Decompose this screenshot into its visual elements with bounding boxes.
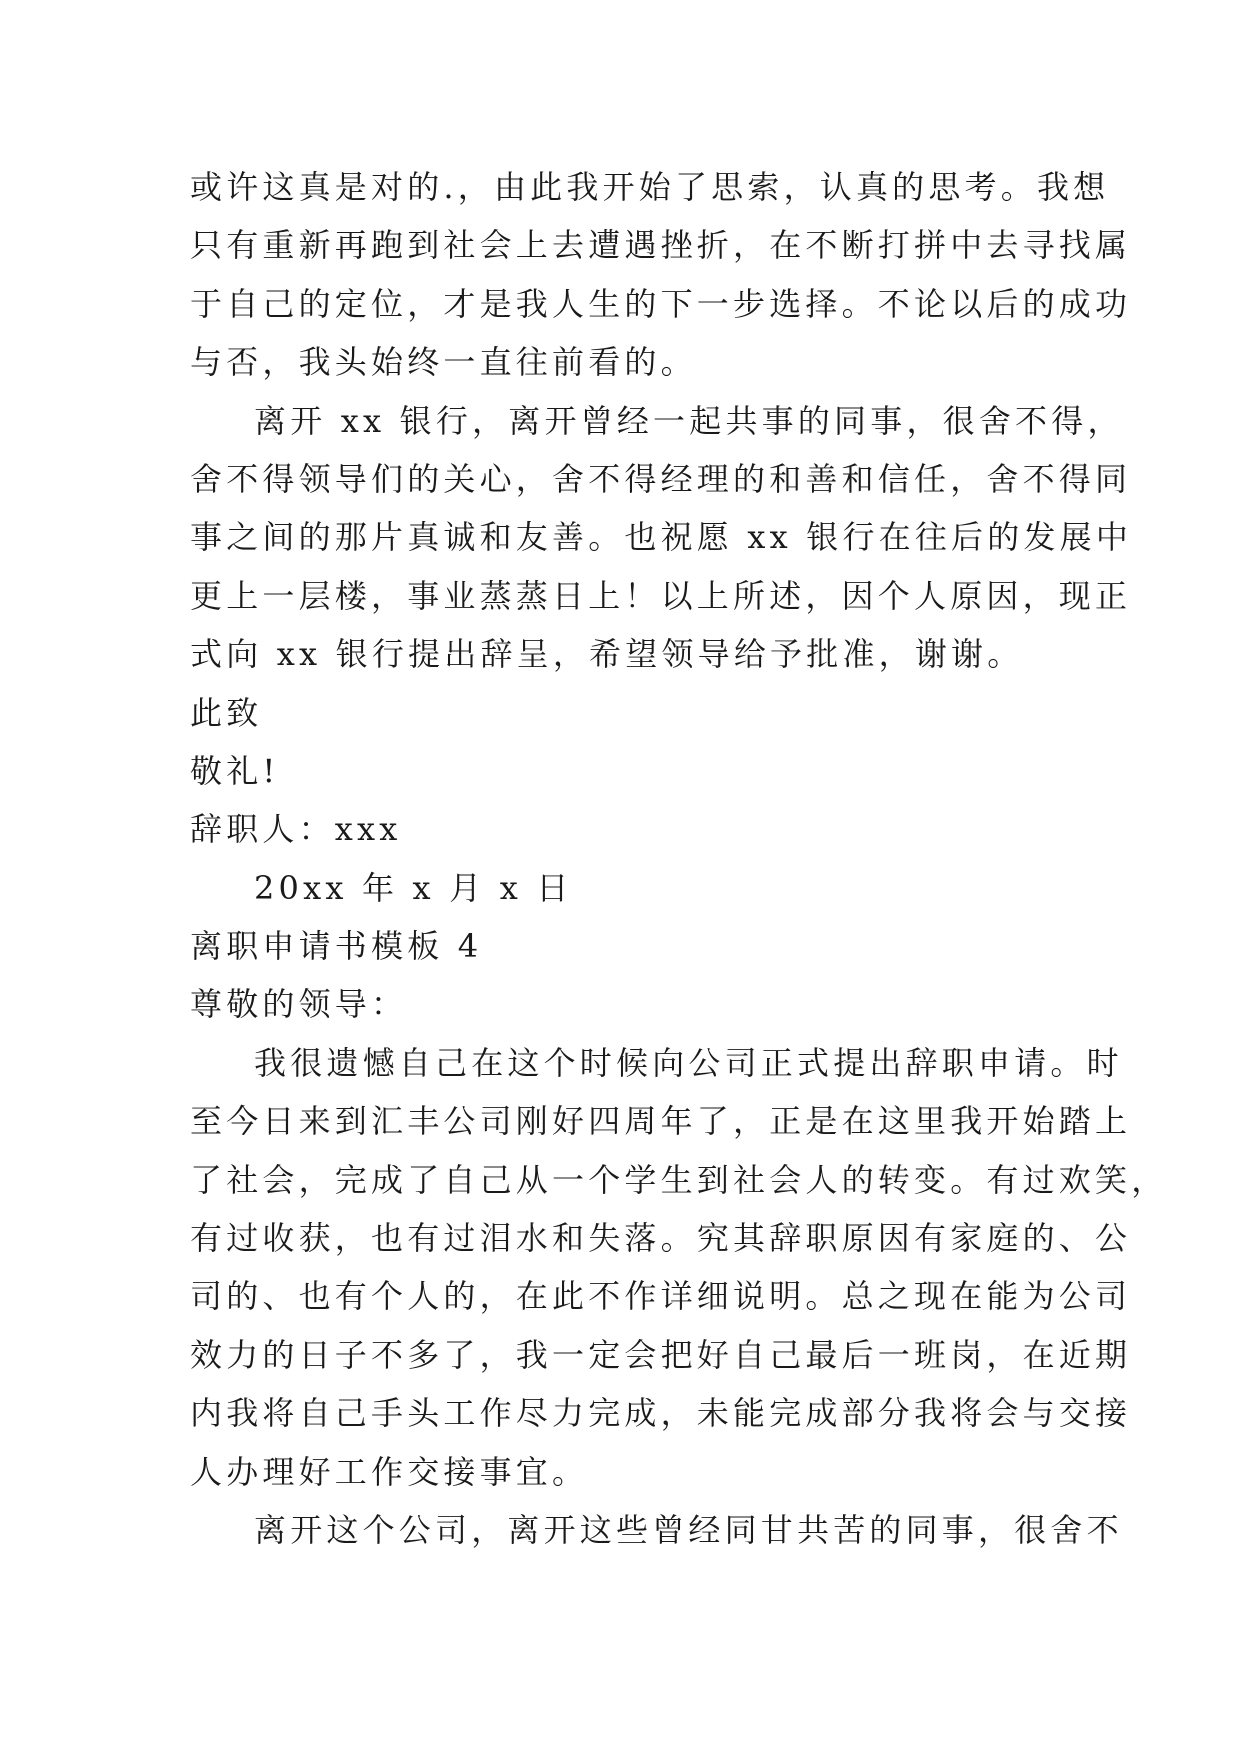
text-line: 离职申请书模板 4 <box>190 927 483 966</box>
text-line: 至今日来到汇丰公司刚好四周年了，正是在这里我开始踏上 <box>190 1102 1132 1141</box>
text-line: 尊敬的领导： <box>190 985 408 1024</box>
text-line: 离开这个公司，离开这些曾经同甘共苦的同事，很舍不 <box>254 1510 1123 1549</box>
text-line: 此致 <box>190 693 263 732</box>
text-line: 人办理好工作交接事宜。 <box>190 1452 589 1491</box>
text-line: 与否，我头始终一直往前看的。 <box>190 343 697 382</box>
text-line: 或许这真是对的.，由此我开始了思索，认真的思考。我想 <box>190 168 1110 206</box>
document-page <box>190 158 1168 1559</box>
text-line: 敬礼! <box>190 751 280 790</box>
text-line: 于自己的定位，才是我人生的下一步选择。不论以后的成功 <box>190 284 1132 323</box>
text-line: 更上一层楼，事业蒸蒸日上！以上所述，因个人原因，现正 <box>190 576 1132 615</box>
text-line: 了社会，完成了自己从一个学生到社会人的转变。有过欢笑， <box>190 1160 1168 1199</box>
text-line: 舍不得领导们的关心，舍不得经理的和善和信任，舍不得同 <box>190 459 1132 498</box>
text-line: 有过收获，也有过泪水和失落。究其辞职原因有家庭的、公 <box>190 1219 1132 1258</box>
text-line: 只有重新再跑到社会上去遭遇挫折，在不断打拼中去寻找属 <box>190 226 1132 265</box>
text-line: 内我将自己手头工作尽力完成，未能完成部分我将会与交接 <box>190 1394 1132 1433</box>
text-line: 离开 xx 银行，离开曾经一起共事的同事，很舍不得， <box>254 401 1124 440</box>
text-line: 效力的日子不多了，我一定会把好自己最后一班岗，在近期 <box>190 1335 1132 1374</box>
text-line: 事之间的那片真诚和友善。也祝愿 xx 银行在往后的发展中 <box>190 518 1133 557</box>
text-line: 式向 xx 银行提出辞呈，希望领导给予批准，谢谢。 <box>190 635 1024 674</box>
text-line: 20xx 年 x 月 x 日 <box>254 868 573 907</box>
text-line: 司的、也有个人的，在此不作详细说明。总之现在能为公司 <box>190 1277 1132 1316</box>
text-line: 辞职人：xxx <box>190 810 402 849</box>
text-line: 我很遗憾自己在这个时候向公司正式提出辞职申请。时 <box>254 1043 1123 1082</box>
